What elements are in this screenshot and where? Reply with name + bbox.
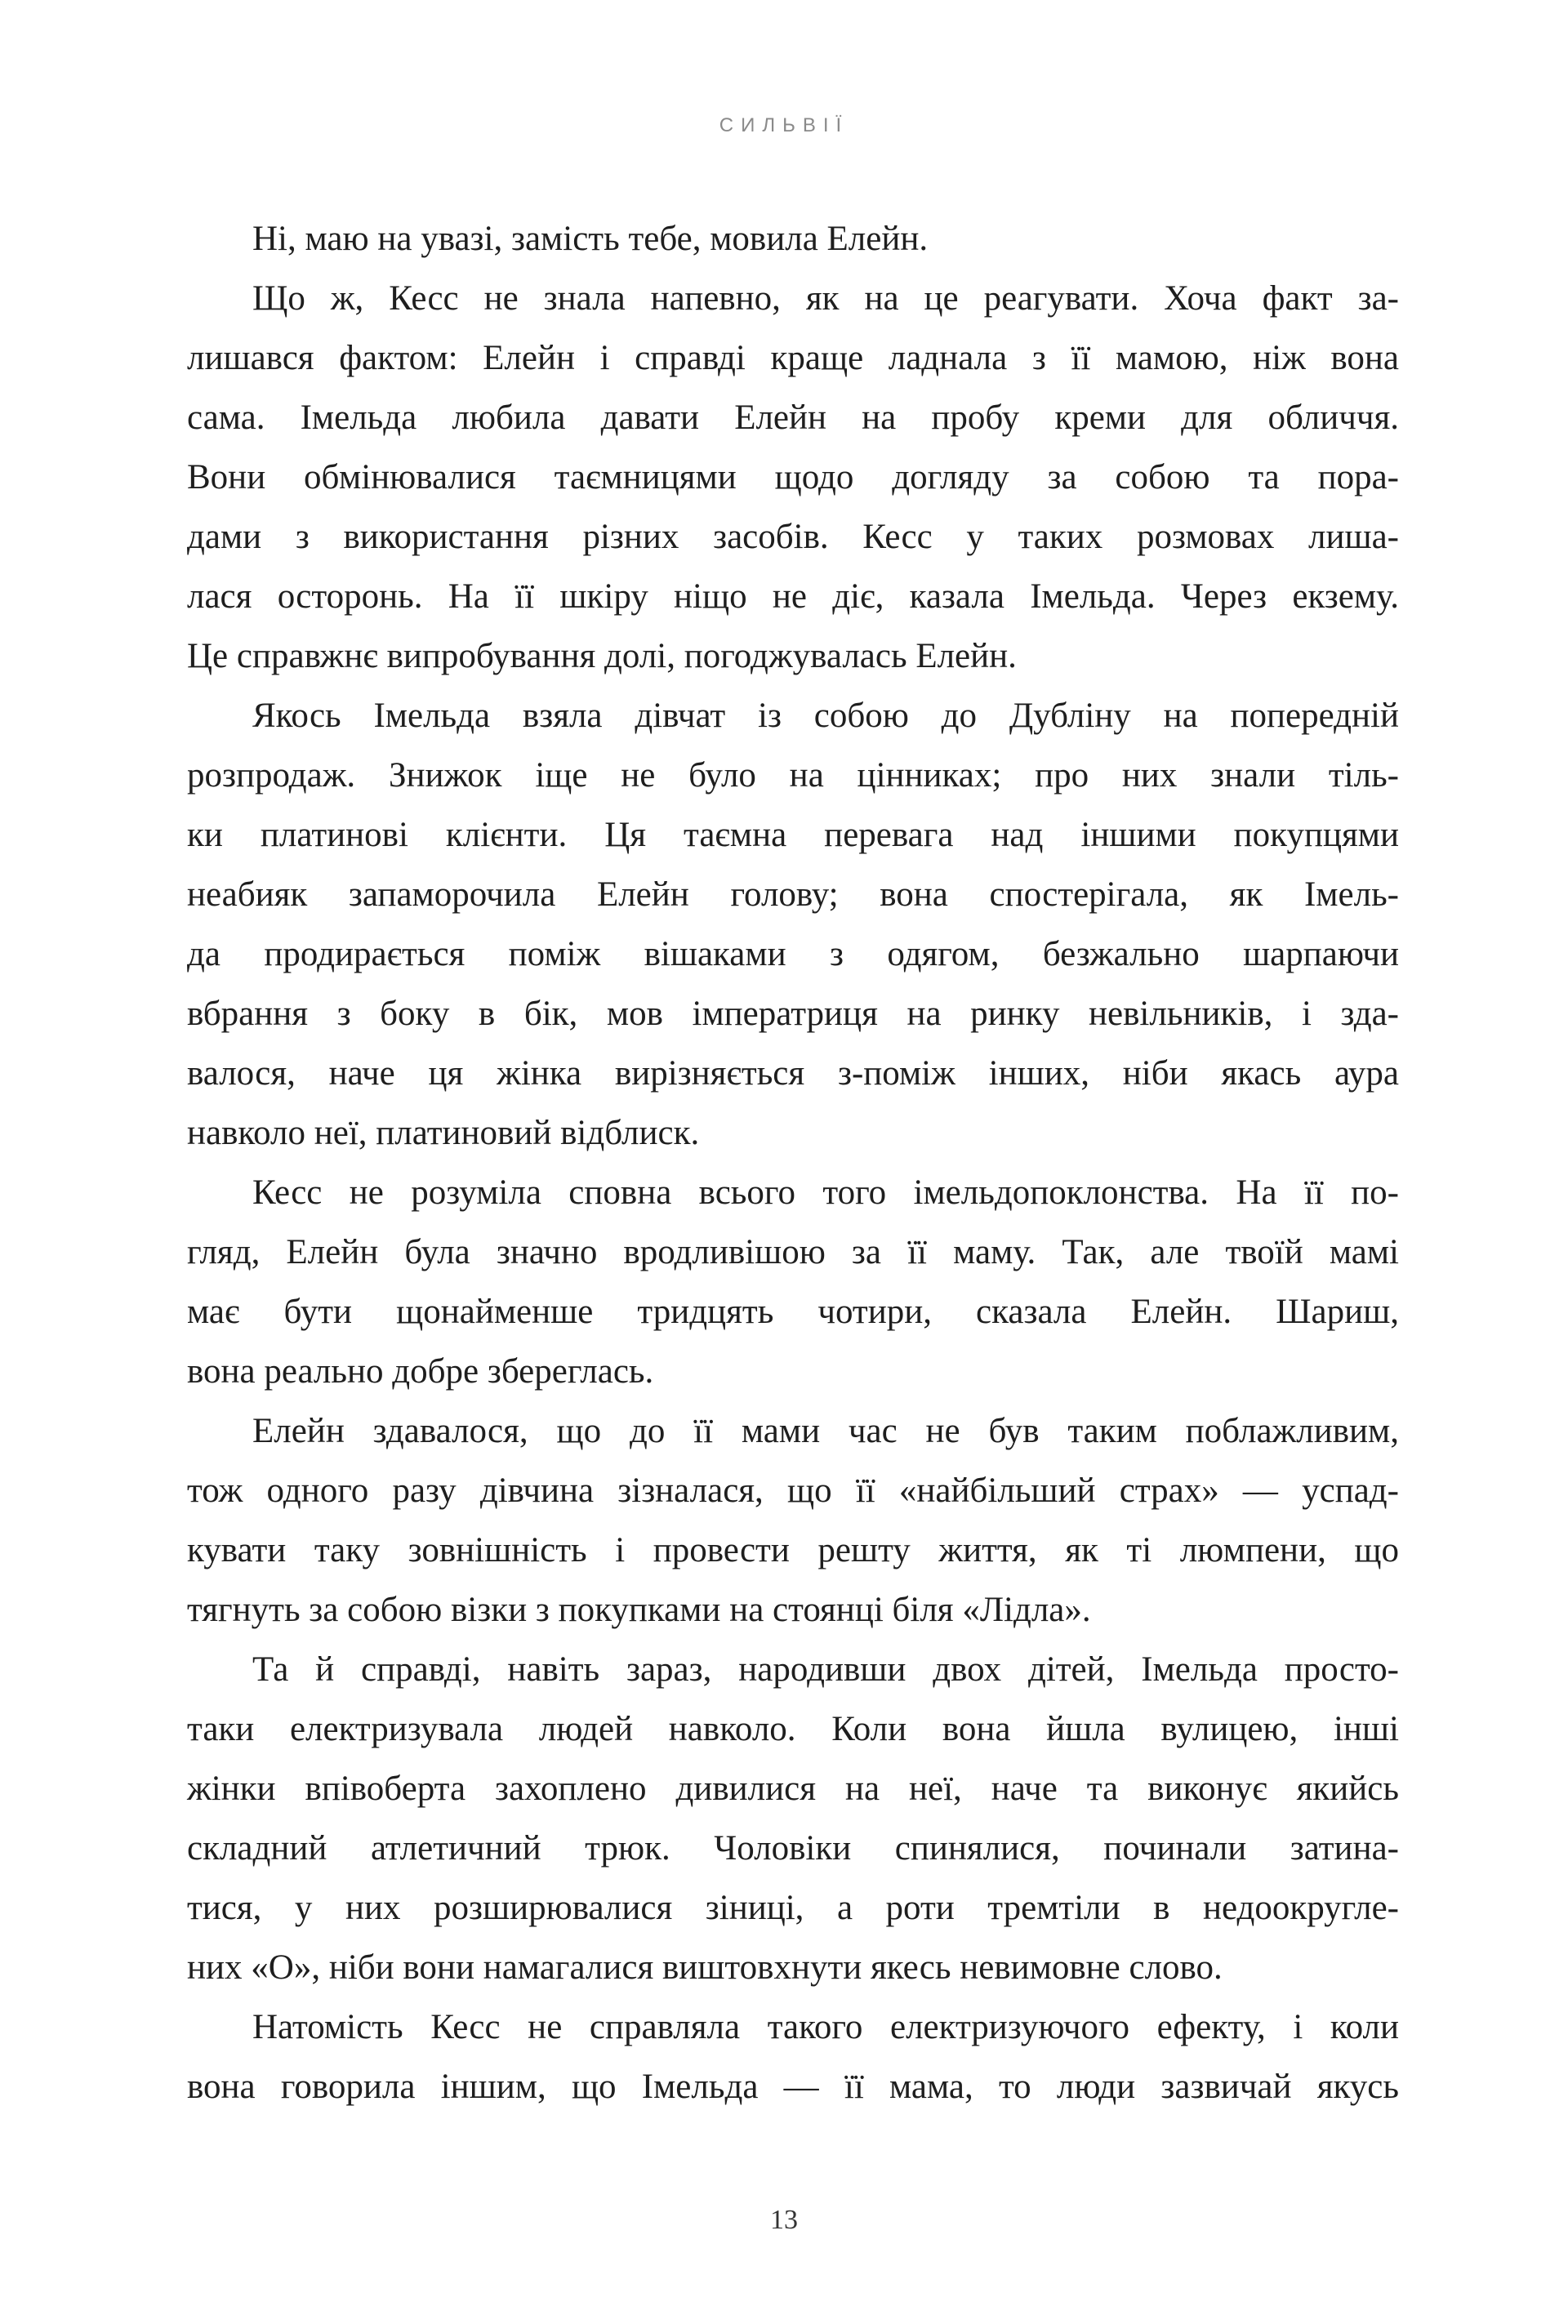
text-line: Це справжнє випробування долі, погоджувалась Елейн. (187, 637, 1017, 675)
text-line: вона реально добре збереглась. (187, 1352, 654, 1391)
paragraph (187, 269, 1399, 686)
text-line: Кесс не розуміла сповна всього того імельдопоклонства. На її по- (252, 1173, 1399, 1212)
text-line: валося, наче ця жінка вирізняється з-поміж інших, ніби якась аура (187, 1054, 1399, 1093)
paragraph (187, 1401, 1399, 1640)
text-line: навколо неї, платиновий відблиск. (187, 1114, 700, 1152)
text-line: Елейн здавалося, що до її мами час не був таким поблажливим, (252, 1412, 1399, 1450)
text-line: Натомість Кесс не справляла такого електризуючого ефекту, і коли (252, 2008, 1399, 2046)
paragraph (187, 686, 1399, 1163)
running-head: СИЛЬВІЇ (719, 114, 849, 136)
text-line: складний атлетичний трюк. Чоловіки спинялися, починали затина- (187, 1829, 1399, 1868)
text-line: неабияк запаморочила Елейн голову; вона спостерігала, як Імель- (187, 875, 1399, 914)
page-number: 13 (770, 2205, 798, 2235)
text-line: Що ж, Кесс не знала напевно, як на це реагувати. Хоча факт за- (252, 279, 1399, 318)
text-line: них «О», ніби вони намагалися виштовхнути якесь невимовне слово. (187, 1948, 1223, 1987)
text-line: да продирається поміж вішаками з одягом, безжально шарпаючи (187, 935, 1399, 973)
text-line: Ні, маю на увазі, замість тебе, мовила Елейн. (252, 220, 929, 258)
text-line: тягнуть за собою візки з покупками на стоянці біля «Лідла». (187, 1591, 1091, 1629)
text-line: тися, у них розширювалися зіниці, а роти тремтіли в недоокругле- (187, 1889, 1399, 1927)
text-line: жінки впівоберта захоплено дивилися на неї, наче та виконує якийсь (187, 1770, 1399, 1808)
text-line: Якось Імельда взяла дівчат із собою до Дубліну на попередній (252, 697, 1399, 735)
text-line: дами з використання різних засобів. Кесс у таких розмовах лиша- (187, 518, 1399, 556)
paragraph (187, 1997, 1399, 2117)
text-line: Вони обмінювалися таємницями щодо догляду за собою та пора- (187, 458, 1399, 496)
text-line: сама. Імельда любила давати Елейн на пробу креми для обличчя. (187, 398, 1399, 437)
text-line: розпродаж. Знижок іще не було на цінниках; про них знали тіль- (187, 756, 1399, 795)
text-line: має бути щонайменше тридцять чотири, сказала Елейн. Шариш, (187, 1293, 1399, 1331)
text-line: таки електризувала людей навколо. Коли вона йшла вулицею, інші (187, 1710, 1399, 1748)
text-line: вона говорила іншим, що Імельда — її мама, то люди зазвичай якусь (187, 2068, 1399, 2106)
text-line: тож одного разу дівчина зізналася, що її «найбільший страх» — успад- (187, 1471, 1399, 1510)
paragraph (187, 1640, 1399, 1997)
paragraph (187, 209, 1399, 269)
text-line: лася осторонь. На її шкіру ніщо не діє, казала Імельда. Через екзему. (187, 577, 1399, 616)
text-line: вбрання з боку в бік, мов імператриця на ринку невільників, і зда- (187, 995, 1399, 1033)
paragraph (187, 1163, 1399, 1401)
text-line: лишався фактом: Елейн і справді краще ладнала з її мамою, ніж вона (187, 339, 1399, 377)
text-line: гляд, Елейн була значно вродливішою за її маму. Так, але твоїй мамі (187, 1233, 1399, 1271)
text-line: кувати таку зовнішність і провести решту життя, як ті люмпени, що (187, 1531, 1399, 1569)
text-line: Та й справді, навіть зараз, народивши двох дітей, Імельда просто- (252, 1650, 1399, 1689)
body-text (187, 209, 1399, 2117)
text-line: ки платинові клієнти. Ця таємна перевага над іншими покупцями (187, 816, 1399, 854)
